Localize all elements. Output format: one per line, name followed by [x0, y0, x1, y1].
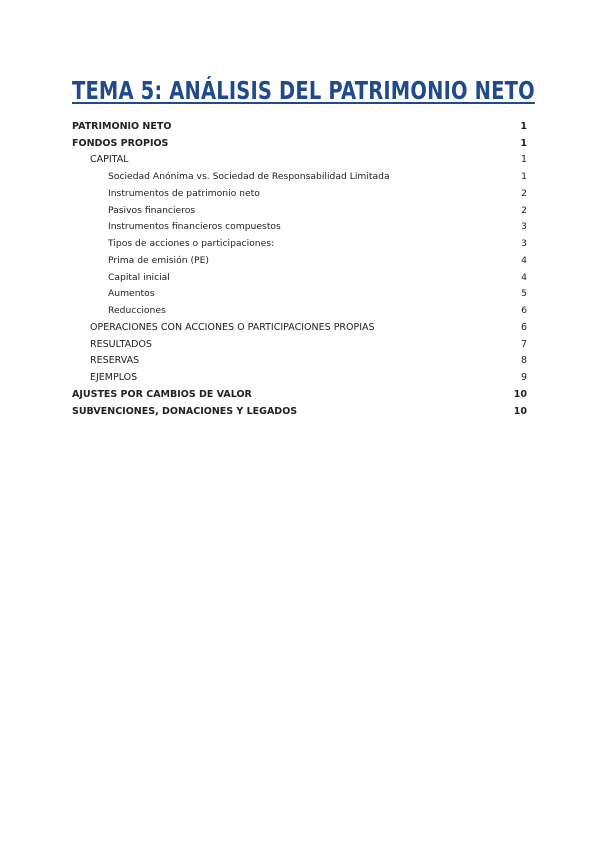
- toc-entry-page: 2: [521, 187, 527, 199]
- toc-entry-label: CAPITAL: [90, 154, 129, 166]
- toc-entry-tipos-acciones[interactable]: [72, 235, 527, 252]
- toc-entry-patrimonio-neto[interactable]: [72, 118, 527, 135]
- toc-entry-label: EJEMPLOS: [90, 372, 138, 384]
- toc-entry-page: 6: [520, 321, 527, 333]
- toc-entry-capital-inicial[interactable]: [72, 269, 527, 286]
- toc-entry-label: Aumentos: [108, 288, 155, 300]
- toc-entry-page: 1: [521, 171, 527, 183]
- table-of-contents: [72, 118, 527, 420]
- toc-entry-label: RESERVAS: [90, 355, 140, 367]
- toc-entry-page: 3: [521, 221, 527, 233]
- toc-entry-sa-vs-srl[interactable]: [72, 168, 527, 185]
- toc-entry-pasivos-financieros[interactable]: [72, 202, 527, 219]
- toc-entry-ajustes-cambios-valor[interactable]: [72, 386, 527, 403]
- toc-entry-page: 4: [521, 271, 527, 283]
- toc-entry-label: PATRIMONIO NETO: [72, 120, 172, 132]
- toc-entry-page: 10: [513, 405, 527, 417]
- toc-entry-label: OPERACIONES CON ACCIONES O PARTICIPACIONES PROPIAS: [90, 321, 375, 333]
- toc-entry-ejemplos[interactable]: [72, 369, 527, 386]
- toc-entry-fondos-propios[interactable]: [72, 135, 527, 152]
- toc-entry-instrumentos-compuestos[interactable]: [72, 219, 527, 236]
- toc-entry-capital[interactable]: [72, 152, 527, 169]
- toc-entry-label: Instrumentos financieros compuestos: [108, 221, 281, 233]
- toc-entry-label: SUBVENCIONES, DONACIONES Y LEGADOS: [72, 405, 298, 417]
- toc-entry-label: Sociedad Anónima vs. Sociedad de Responsabilidad Limitada: [108, 171, 390, 183]
- document-title: TEMA 5: ANÁLISIS DEL PATRIMONIO NETO: [72, 76, 535, 105]
- toc-entry-label: Instrumentos de patrimonio neto: [108, 187, 260, 199]
- toc-entry-reservas[interactable]: [72, 353, 527, 370]
- toc-entry-aumentos[interactable]: [72, 286, 527, 303]
- toc-entry-label: Capital inicial: [108, 271, 170, 283]
- toc-entry-page: 6: [521, 305, 527, 317]
- toc-entry-page: 7: [520, 338, 527, 350]
- toc-entry-page: 4: [521, 254, 527, 266]
- toc-entry-label: Tipos de acciones o participaciones:: [108, 238, 275, 250]
- toc-entry-resultados[interactable]: [72, 336, 527, 353]
- toc-entry-page: 10: [513, 388, 527, 400]
- toc-entry-label: FONDOS PROPIOS: [72, 137, 169, 149]
- toc-entry-label: Prima de emisión (PE): [108, 254, 209, 266]
- toc-entry-reducciones[interactable]: [72, 302, 527, 319]
- toc-entry-page: 3: [521, 238, 527, 250]
- toc-entry-label: Pasivos financieros: [108, 204, 196, 216]
- toc-entry-page: 1: [520, 137, 527, 149]
- toc-entry-label: Reducciones: [108, 305, 166, 317]
- toc-entry-page: 1: [520, 120, 527, 132]
- toc-entry-page: 5: [521, 288, 527, 300]
- toc-entry-instrumentos-patrimonio[interactable]: [72, 185, 527, 202]
- toc-entry-operaciones-acciones-propias[interactable]: [72, 319, 527, 336]
- toc-entry-prima-emision[interactable]: [72, 252, 527, 269]
- toc-entry-page: 8: [520, 355, 527, 367]
- toc-entry-label: AJUSTES POR CAMBIOS DE VALOR: [72, 388, 252, 400]
- toc-entry-page: 2: [521, 204, 527, 216]
- toc-entry-page: 9: [520, 372, 527, 384]
- toc-entry-subvenciones[interactable]: [72, 403, 527, 420]
- toc-entry-page: 1: [520, 154, 527, 166]
- toc-entry-label: RESULTADOS: [90, 338, 152, 350]
